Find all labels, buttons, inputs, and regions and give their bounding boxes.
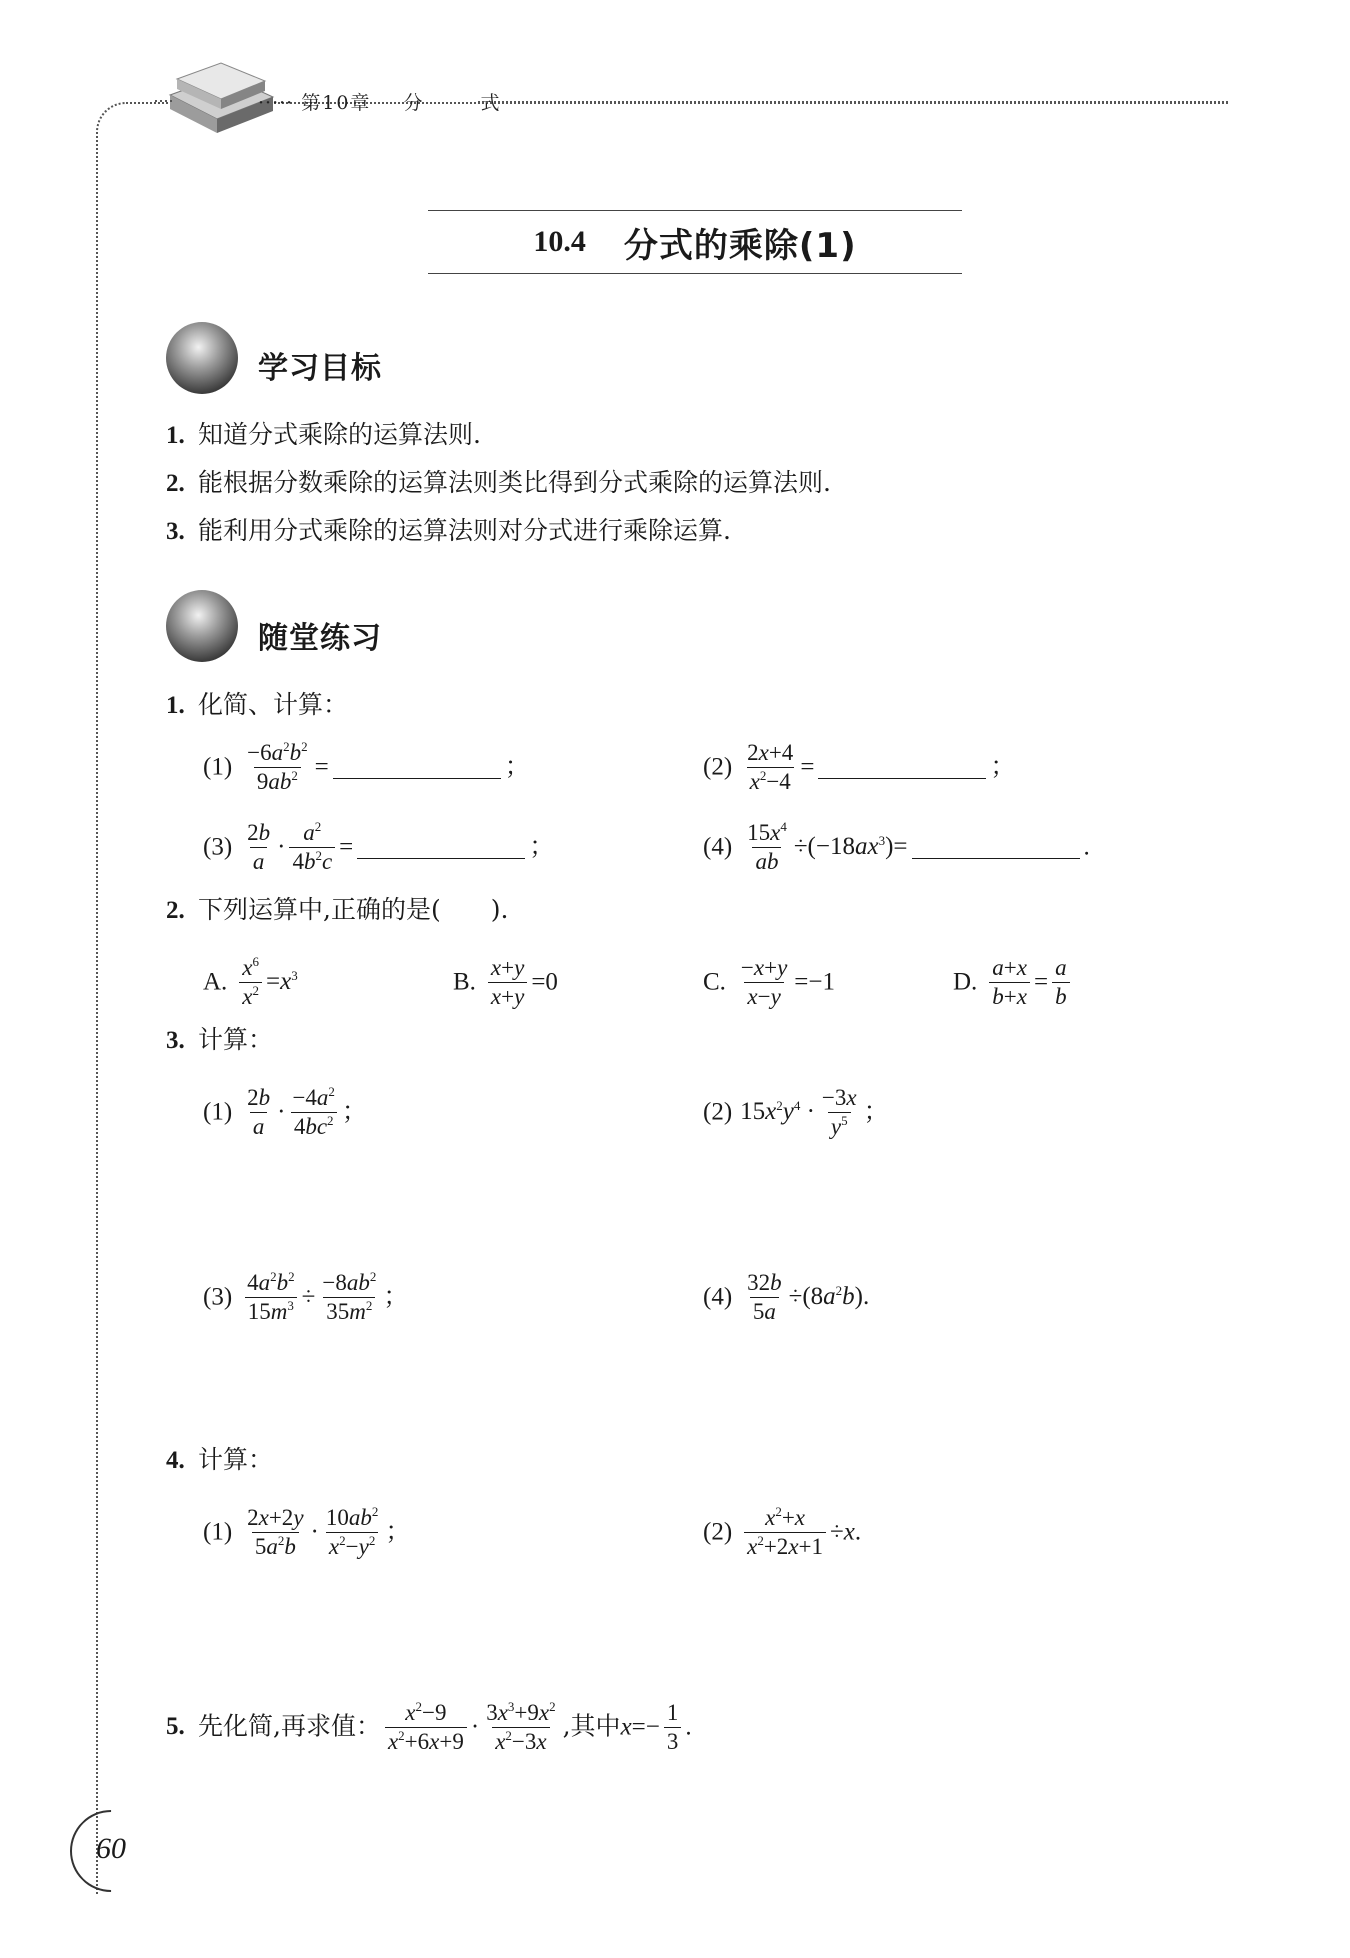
header-rule [478, 101, 1228, 103]
answer-blank[interactable] [818, 756, 986, 779]
question-3-part-4: (4) $\frac{32b}{5a}$ $\div(8a^2b)$. [703, 1270, 870, 1325]
question-1-part-3: (3) $\frac{2b}{a}$ · $\frac{a^2}{4b^2c}$ = ； [203, 819, 555, 875]
question-3-part-3: (3) $\frac{4a^2b^2}{15m^3}$ ÷ $\frac{-8ab^2}{35m^2}$ ； [203, 1269, 409, 1325]
chapter-header: ····· 第10章 分 式 [258, 92, 502, 114]
answer-blank[interactable] [357, 836, 525, 859]
question-4-part-2: (2) $\frac{x^2+x}{x^2+2x+1}$ ÷x. [703, 1504, 862, 1560]
chapter-name-b: 式 [480, 92, 502, 114]
objective-2: 2. 能根据分数乘除的运算法则类比得到分式乘除的运算法则. [166, 468, 831, 497]
chapter-label: 第10章 [301, 92, 372, 114]
objectives-heading: 学习目标 [258, 351, 382, 386]
question-1-part-2: (2) $\frac{2x+4}{x^2-4}$ = ； [703, 740, 1016, 795]
question-3-part-2: (2) $15x^2y^4$ · $\frac{-3x}{y^5}$ ； [703, 1085, 889, 1140]
option-c[interactable]: C. $\frac{-x+y}{x-y}$ =−1 [703, 955, 835, 1010]
option-a[interactable]: A. $\frac{x^6}{x^2}$ $=x^3$ [203, 954, 298, 1010]
question-2: 2. 下列运算中,正确的是( ). [166, 895, 509, 924]
question-1-part-1: (1) $\frac{-6a^2b^2}{9ab^2}$ = ； [203, 739, 530, 795]
answer-blank[interactable] [333, 756, 501, 779]
chapter-name-a: 分 [403, 92, 425, 114]
question-5: 5. 先化简,再求值： $\frac{x^2-9}{x^2+6x+9}$ · $\frac{3x^3+9x^2}{x^2-3x}$ ,其中x=− $\frac{1}{3}$ . [166, 1699, 692, 1755]
option-b[interactable]: B. $\frac{x+y}{x+y}$ =0 [453, 955, 558, 1010]
objective-3: 3. 能利用分式乘除的运算法则对分式进行乘除运算. [166, 516, 731, 545]
question-3-part-1: (1) $\frac{2b}{a}$ · $\frac{-4a^2}{4bc^2}$ ； [203, 1084, 367, 1140]
question-1-part-4: (4) $\frac{15x^4}{ab}$ $\div(-18ax^3)=$ . [703, 819, 1090, 875]
question-4: 4. 计算： [166, 1445, 274, 1474]
practice-heading: 随堂练习 [258, 621, 382, 656]
answer-blank[interactable] [912, 836, 1080, 859]
objective-1: 1. 知道分式乘除的运算法则. [166, 420, 481, 449]
question-4-part-1: (1) $\frac{2x+2y}{5a^2b}$ · $\frac{10ab^2}{x^2-y^2}$ ； [203, 1504, 411, 1560]
section-title [428, 210, 962, 274]
question-1: 1. 化简、计算： [166, 690, 349, 719]
option-d[interactable]: D. $\frac{a+x}{b+x}$ = $\frac{a}{b}$ [953, 955, 1074, 1011]
question-3: 3. 计算： [166, 1025, 274, 1054]
section-title-text: 分式的乘除(1) [623, 225, 857, 266]
section-number: 10.4 [533, 225, 586, 258]
globe-icon [166, 322, 238, 394]
globe-icon [166, 590, 238, 662]
page-number: 60 [96, 1832, 126, 1865]
